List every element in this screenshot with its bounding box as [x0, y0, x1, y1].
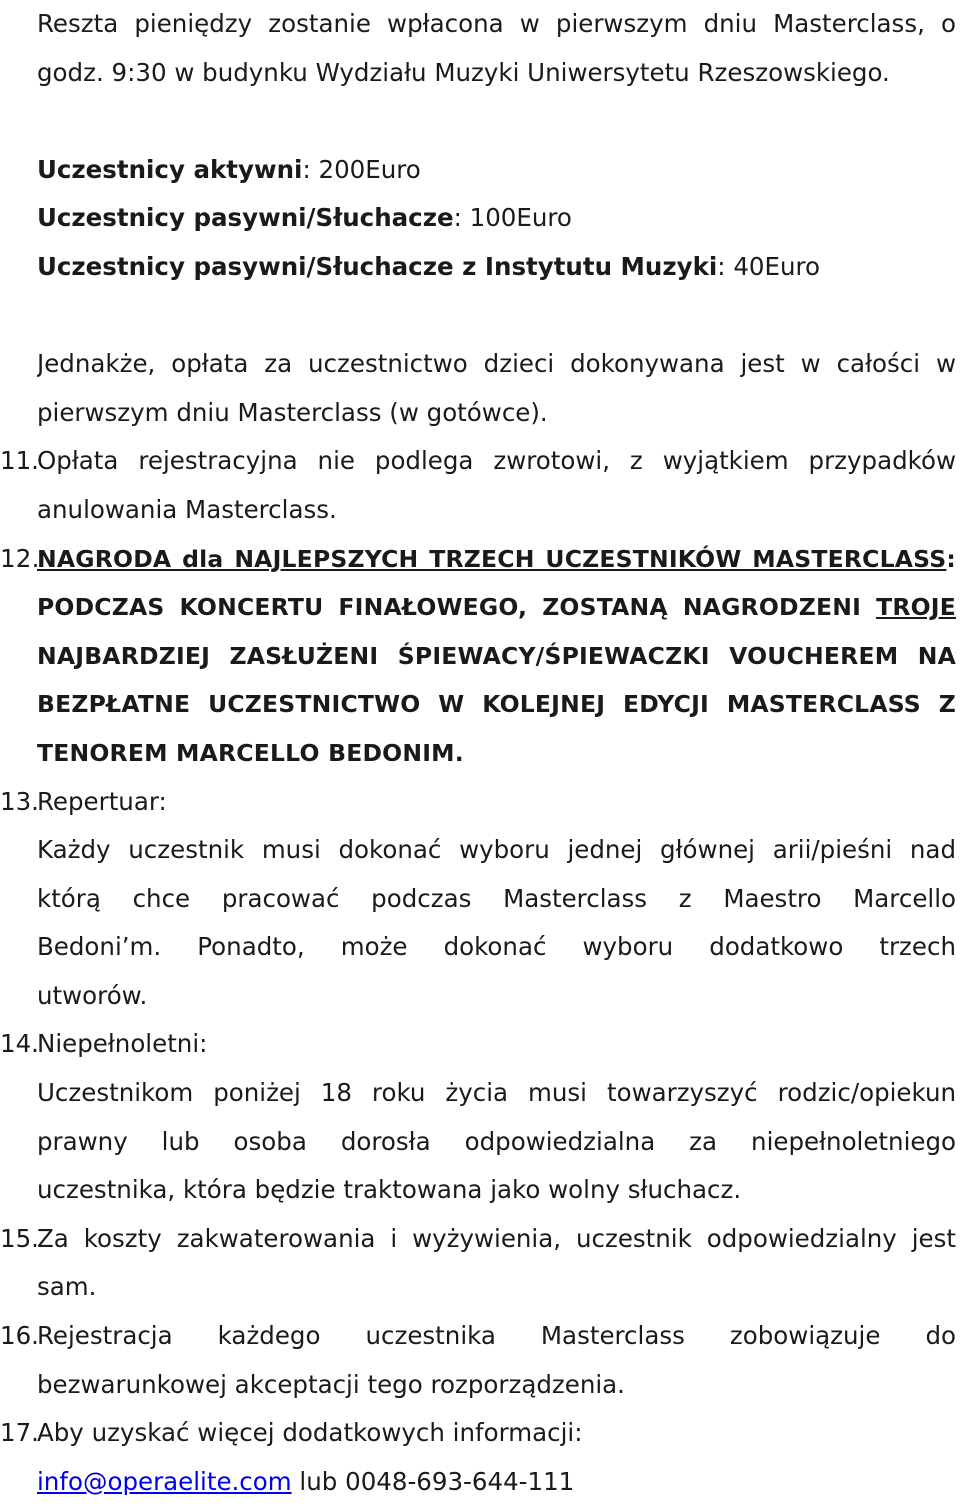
intro-line-1: Reszta pieniędzy zostanie wpłacona w pierwszym dniu Masterclass, o	[37, 9, 956, 38]
item-number: 17.	[0, 1418, 39, 1448]
list-item-14	[0, 1020, 956, 1214]
prize-title: NAGRODA dla NAJLEPSZYCH TRZECH UCZESTNIKÓW MASTERCLASS	[37, 544, 947, 573]
fee-passive	[37, 194, 956, 243]
fee-active	[37, 146, 956, 195]
item-number: 14.	[0, 1029, 39, 1059]
item-15-text: Za koszty zakwaterowania i wyżywienia, uczestnik odpowiedzialny jest	[37, 1223, 956, 1253]
item-16-line-2: bezwarunkowej akceptacji tego rozporządzenia.	[37, 1369, 625, 1399]
fee-institute-label: Uczestnicy pasywni/Słuchacze z Instytutu Muzyki	[37, 251, 718, 281]
item-14-line-1: Uczestnikom poniżej 18 roku życia musi towarzyszyć rodzic/opiekun	[37, 1078, 956, 1108]
children-note-line-2: pierwszym dniu Masterclass (w gotówce).	[37, 397, 548, 427]
spacer	[37, 292, 956, 341]
item-number: 13.	[0, 786, 39, 816]
item-17-line-1	[0, 1409, 956, 1458]
fee-active-value: : 200Euro	[302, 154, 421, 184]
list-item-12	[0, 535, 956, 778]
item-15-line-2: sam.	[37, 1272, 97, 1302]
item-13-title-text: Repertuar:	[37, 786, 167, 816]
item-12-line-2-text: PODCZAS KONCERTU FINAŁOWEGO, ZOSTANĄ NAGRODZENI	[37, 593, 862, 622]
item-13-line-4: utworów.	[37, 980, 148, 1010]
spacer	[37, 97, 956, 146]
item-14-title	[0, 1020, 956, 1069]
fee-passive-value: : 100Euro	[453, 203, 572, 233]
item-11-line-1: 11. Opłata rejestracyjna nie podlega zwrotowi, z wyjątkiem przypadków	[0, 446, 956, 476]
item-11-line-2: anulowania Masterclass.	[37, 494, 337, 524]
contact-line	[37, 1458, 956, 1506]
phone-text: lub 0048-693-644-111	[291, 1466, 575, 1496]
item-13-title	[0, 778, 956, 827]
item-14-line-2: prawny lub osoba dorosła odpowiedzialna za niepełnoletniego	[37, 1126, 956, 1156]
intro-line-2: godz. 9:30 w budynku Wydziału Muzyki Uniwersytetu Rzeszowskiego.	[37, 57, 890, 87]
prize-underlined-word: TROJE	[876, 593, 956, 622]
fee-passive-label: Uczestnicy pasywni/Słuchacze	[37, 203, 454, 233]
item-12-line-1: 12. NAGRODA dla NAJLEPSZYCH TRZECH UCZESTNIKÓW MASTERCLASS:	[0, 543, 956, 573]
prize-colon: :	[946, 544, 956, 573]
item-14-title-text: Niepełnoletni:	[37, 1029, 208, 1059]
list-item-16	[0, 1312, 956, 1409]
item-13-line-3: Bedoni’m. Ponadto, może dokonać wyboru dodatkowo trzech	[37, 932, 956, 962]
item-15-line-1: 15. Za koszty zakwaterowania i wyżywienia, uczestnik odpowiedzialny jest	[0, 1223, 956, 1253]
email-link[interactable]: info@operaelite.com	[37, 1466, 292, 1496]
fee-institute-value: : 40Euro	[717, 251, 821, 281]
item-16-line-1: 16. Rejestracja każdego uczestnika Masterclass zobowiązuje do	[0, 1321, 956, 1351]
list-item-17	[0, 1409, 956, 1506]
fee-active-label: Uczestnicy aktywni	[37, 154, 303, 184]
list-item-11	[0, 437, 956, 534]
item-12-line-4: BEZPŁATNE UCZESTNICTWO W KOLEJNEJ EDYCJI MASTERCLASS Z	[37, 690, 956, 719]
item-12-line-3: NAJBARDZIEJ ZASŁUŻENI ŚPIEWACY/ŚPIEWACZKI VOUCHEREM NA	[37, 641, 956, 670]
item-11-text: Opłata rejestracyjna nie podlega zwrotowi, z wyjątkiem przypadków	[37, 446, 956, 476]
fee-institute	[37, 243, 956, 292]
item-17-text: Aby uzyskać więcej dodatkowych informacji:	[37, 1418, 583, 1448]
item-13-line-2: którą chce pracować podczas Masterclass z Maestro Marcello	[37, 883, 956, 913]
item-16-text: Rejestracja każdego uczestnika Masterclass zobowiązuje do	[37, 1321, 956, 1351]
item-12-line-2	[37, 583, 956, 632]
children-note-line-1: Jednakże, opłata za uczestnictwo dzieci dokonywana jest w całości w	[37, 349, 956, 379]
item-14-line-3: uczestnika, która będzie traktowana jako wolny słuchacz.	[37, 1175, 742, 1205]
list-item-15	[0, 1215, 956, 1312]
item-13-line-1: Każdy uczestnik musi dokonać wyboru jednej głównej arii/pieśni nad	[37, 835, 956, 865]
item-12-line-5: TENOREM MARCELLO BEDONIM.	[37, 738, 464, 767]
list-item-13	[0, 778, 956, 1021]
